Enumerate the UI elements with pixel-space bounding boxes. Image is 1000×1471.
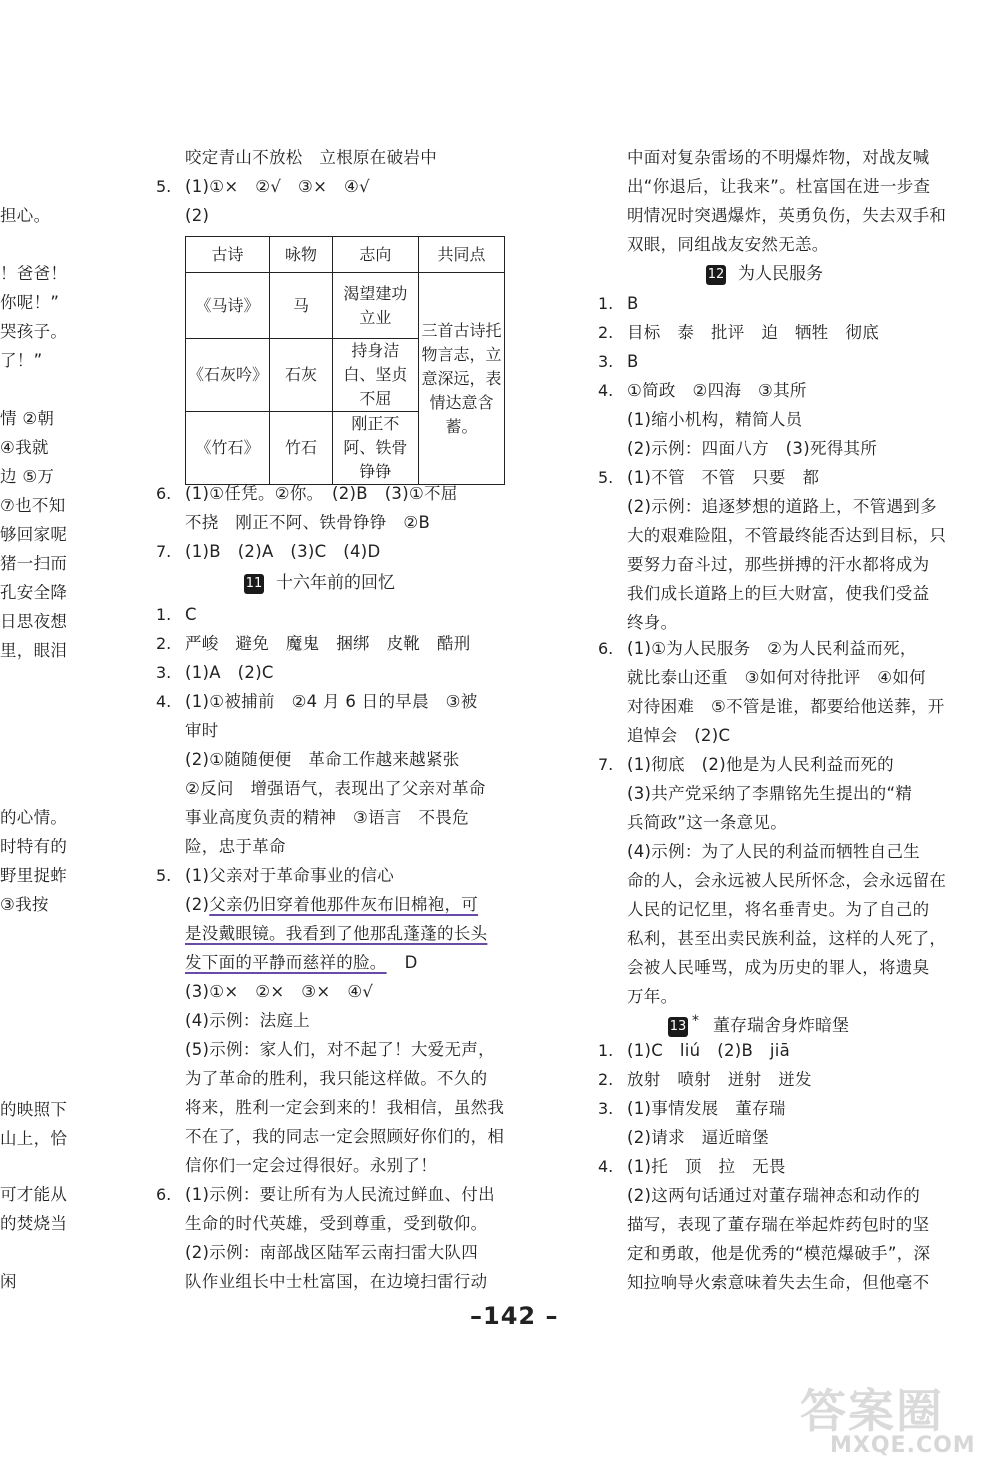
answer-line: 生命的时代英雄，受到尊重，受到敬仰。 (185, 1214, 488, 1233)
answer-line: (2) (185, 206, 210, 225)
answer-line: (1)彻底 (2)他是为人民利益而死的 (627, 755, 894, 774)
question-number: 1. (156, 605, 172, 624)
underlined-quote: 父亲仍旧穿着他那件灰布旧棉袍，可 (209, 895, 479, 914)
left-fragment: 孔安全降 (0, 583, 68, 602)
left-fragment: 够回家呢 (0, 525, 68, 544)
answer-line: 中面对复杂雷场的不明爆炸物，对战友喊 (627, 148, 930, 167)
section-title-13 (668, 1010, 849, 1037)
answer-prefix: (2) (185, 895, 210, 914)
answer-line: (2)①随随便便 革命工作越来越紧张 (185, 750, 460, 769)
table-cell: 渴望建功立业 (332, 273, 418, 339)
left-fragment: 山上，恰 (0, 1129, 68, 1148)
answer-line: 放射 喷射 迸射 迸发 (627, 1070, 812, 1089)
answer-line: (2)示例：南部战区陆军云南扫雷大队四 (185, 1243, 479, 1262)
question-number: 6. (156, 484, 172, 503)
answer-line: (1)托 顶 拉 无畏 (627, 1157, 786, 1176)
left-fragment: 闲 (0, 1272, 17, 1291)
question-number: 2. (156, 634, 172, 653)
question-number: 5. (156, 866, 172, 885)
table-cell: 竹石 (270, 412, 333, 485)
table-cell: 刚正不阿、铁骨铮铮 (332, 412, 418, 485)
left-fragment: 的心情。 (0, 808, 68, 827)
question-number: 3. (156, 663, 172, 682)
answer-line: (1)①任凭。②你。 (2)B (3)①不屈 (185, 484, 458, 503)
answer-line: 要努力奋斗过，那些拼搏的汗水都将成为 (627, 555, 930, 574)
answer-line: 命的人，会永远被人民所怀念，会永远留在 (627, 871, 947, 890)
answer-line: (1)缩小机构，精简人员 (627, 410, 803, 429)
question-number: 5. (156, 177, 172, 196)
section-title-11 (244, 572, 395, 594)
answer-line: 兵简政”这一条意见。 (627, 813, 788, 832)
section-title-12 (706, 263, 823, 285)
answer-line: (1)父亲对于革命事业的信心 (185, 866, 395, 885)
left-fragment: ⑦也不知 (0, 496, 66, 515)
question-number: 2. (598, 323, 614, 342)
left-fragment: 野里捉蚱 (0, 866, 68, 885)
left-fragment: ④我就 (0, 438, 49, 457)
left-fragment: 你呢！” (0, 293, 60, 312)
answer-line (185, 895, 478, 915)
question-number: 5. (598, 468, 614, 487)
table-header: 共同点 (419, 237, 505, 273)
section-title-text: 十六年前的回忆 (276, 573, 395, 593)
answer-line: 万年。 (627, 987, 678, 1006)
answer-line: 严峻 避免 魔鬼 捆绑 皮靴 酷刑 (185, 634, 471, 653)
answer-line: (1)不管 不管 只要 都 (627, 468, 820, 487)
answer-line: 将来，胜利一定会到来的！我相信，虽然我 (185, 1098, 505, 1117)
answer-line: (1)①被捕前 ②4 月 6 日的早晨 ③被 (185, 692, 478, 711)
answer-line: 险，忠于革命 (185, 837, 286, 856)
left-fragment: 可才能从 (0, 1185, 68, 1204)
answer-line: (3)①× ②× ③× ④√ (185, 982, 374, 1001)
answer-line: 知拉响导火索意味着失去生命，但他毫不 (627, 1273, 930, 1292)
table-header: 古诗 (186, 237, 270, 273)
table-cell: 《竹石》 (186, 412, 270, 485)
table-cell: 马 (270, 273, 333, 339)
answer-line: (1)①× ②√ ③× ④√ (185, 177, 370, 196)
table-cell: 《石灰吟》 (186, 339, 270, 412)
answer-line: 队作业组长中士杜富国，在边境扫雷行动 (185, 1272, 488, 1291)
answer-line: (5)示例：家人们，对不起了！大爱无声， (185, 1040, 495, 1059)
answer-line (185, 953, 418, 973)
question-number: 7. (156, 542, 172, 561)
table-cell: 持身洁白、坚贞不屈 (332, 339, 418, 412)
left-fragment: 了！” (0, 351, 43, 370)
answer-line: (4)示例：为了人民的利益而牺牲自己生 (627, 842, 921, 861)
answer-line: (1)C liú (2)B jiā (627, 1041, 791, 1060)
answer-line: (2)示例：四面八方 (3)死得其所 (627, 439, 878, 458)
left-fragment: 里，眼泪 (0, 641, 68, 660)
watermark-url: MXQE.COM (830, 1433, 976, 1458)
section-title-text: 为人民服务 (738, 264, 823, 284)
section-number-badge: 11 (244, 574, 264, 594)
question-number: 6. (598, 639, 614, 658)
answer-line: (1)A (2)C (185, 663, 274, 682)
table-header: 咏物 (270, 237, 333, 273)
answer-line: ②反问 增强语气，表现出了父亲对革命 (185, 779, 486, 798)
answer-line: 出“你退后，让我来”。杜富国在进一步查 (627, 177, 931, 196)
underlined-quote: 发下面的平静而慈祥的脸。 (185, 953, 387, 972)
table-cell: 石灰 (270, 339, 333, 412)
answer-line: 会被人民唾骂，成为历史的罪人，将遗臭 (627, 958, 930, 977)
left-fragment: 哭孩子。 (0, 322, 68, 341)
question-number: 1. (598, 294, 614, 313)
answer-line: (2)这两句话通过对董存瑞神态和动作的 (627, 1186, 921, 1205)
left-fragment: 担心。 (0, 206, 51, 225)
answer-line: 大的艰难险阻，不管最终能否达到目标，只 (627, 526, 947, 545)
answer-line: 咬定青山不放松 立根原在破岩中 (185, 148, 437, 167)
answer-line: (3)共产党采纳了李鼎铭先生提出的“精 (627, 784, 913, 803)
answer-line: 描写，表现了董存瑞在举起炸药包时的坚 (627, 1215, 930, 1234)
answer-line: (1)B (2)A (3)C (4)D (185, 542, 381, 561)
answer-line: 双眼，同组战友安然无恙。 (627, 235, 829, 254)
left-fragment: 边 ⑤万 (0, 467, 55, 486)
section-number-badge: 12 (706, 265, 726, 285)
question-number: 3. (598, 352, 614, 371)
section-number-badge: 13 (668, 1017, 688, 1037)
answer-line: 终身。 (627, 613, 678, 632)
answer-line: 为了革命的胜利，我只能这样做。不久的 (185, 1069, 488, 1088)
answer-line: 私利，甚至出卖民族利益，这样的人死了， (627, 929, 947, 948)
answer-line: (1)事情发展 董存瑞 (627, 1099, 786, 1118)
answer-choice: D (404, 953, 418, 972)
answer-line: 事业高度负责的精神 ③语言 不畏危 (185, 808, 469, 827)
answer-line: 明情况时突遇爆炸，英勇负伤，失去双手和 (627, 206, 947, 225)
answer-line: (4)示例：法庭上 (185, 1011, 311, 1030)
answer-line: 我们成长道路上的巨大财富，使我们受益 (627, 584, 930, 603)
poem-comparison-table (185, 236, 505, 485)
watermark-logo (790, 1375, 990, 1465)
table-cell-common: 三首古诗托物言志，立意深远，表情达意含蓄。 (419, 273, 505, 485)
table-cell: 《马诗》 (186, 273, 270, 339)
answer-line: (1)①为人民服务 ②为人民利益而死， (627, 639, 917, 658)
question-number: 3. (598, 1099, 614, 1118)
left-fragment: 日思夜想 (0, 612, 68, 631)
table-header: 志向 (332, 237, 418, 273)
optional-lesson-star: * (692, 1013, 699, 1029)
answer-line: (2)示例：追逐梦想的道路上，不管遇到多 (627, 497, 937, 516)
question-number: 1. (598, 1041, 614, 1060)
left-fragment: 的映照下 (0, 1100, 68, 1119)
answer-line: (1)示例：要让所有为人民流过鲜血、付出 (185, 1185, 495, 1204)
question-number: 7. (598, 755, 614, 774)
answer-line: C (185, 605, 197, 624)
answer-line: 不挠 刚正不阿、铁骨铮铮 ②B (185, 513, 431, 532)
left-fragment: 时特有的 (0, 837, 68, 856)
underlined-quote: 是没戴眼镜。我看到了他那乱蓬蓬的长头 (185, 924, 488, 943)
left-fragment: 的焚烧当 (0, 1214, 68, 1233)
question-number: 4. (598, 1157, 614, 1176)
answer-line: B (627, 352, 639, 371)
question-number: 4. (156, 692, 172, 711)
left-fragment: ！爸爸！ (0, 264, 68, 283)
answer-line: 人民的记忆里，将名垂青史。为了自己的 (627, 900, 930, 919)
question-number: 2. (598, 1070, 614, 1089)
answer-line: 追悼会 (2)C (627, 726, 731, 745)
answer-line: 不在了，我的同志一定会照顾好你们的，相 (185, 1127, 505, 1146)
answer-line: ①简政 ②四海 ③其所 (627, 381, 807, 400)
answer-line: 信你们一定会过得很好。永别了！ (185, 1156, 437, 1175)
answer-line: 对待困难 ⑤不管是谁，都要给他送葬，开 (627, 697, 945, 716)
left-fragment: ③我按 (0, 895, 49, 914)
watermark-text: 答案圈 (800, 1384, 944, 1438)
answer-line: 目标 泰 批评 迫 牺牲 彻底 (627, 323, 879, 342)
answer-line: 审时 (185, 721, 219, 740)
answer-line: B (627, 294, 639, 313)
left-fragment: 猪一扫而 (0, 554, 68, 573)
left-fragment: 情 ②朝 (0, 409, 55, 428)
question-number: 6. (156, 1185, 172, 1204)
answer-line: 定和勇敢，他是优秀的“模范爆破手”，深 (627, 1244, 931, 1263)
question-number: 4. (598, 381, 614, 400)
answer-line: (2)请求 逼近暗堡 (627, 1128, 769, 1147)
page-number: –142 – (470, 1302, 559, 1330)
section-title-text: 董存瑞舍身炸暗堡 (713, 1016, 849, 1036)
answer-line: 就比泰山还重 ③如何对待批评 ④如何 (627, 668, 926, 687)
